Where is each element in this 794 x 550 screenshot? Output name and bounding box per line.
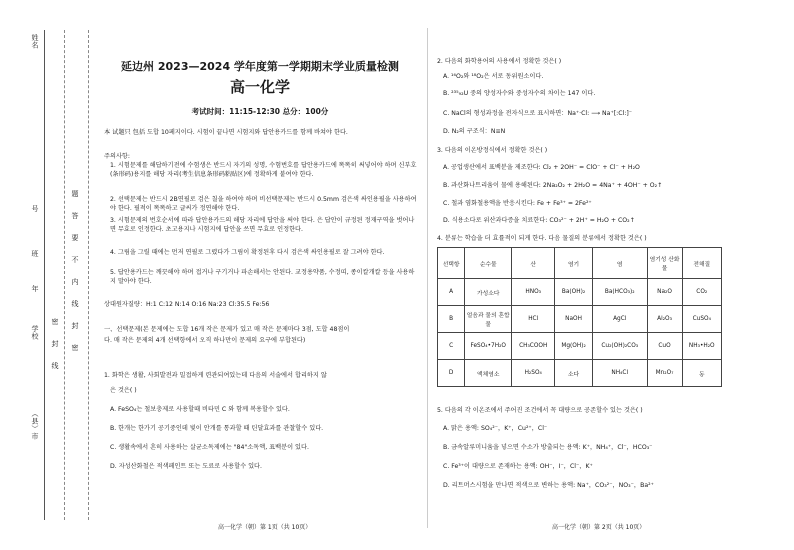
- table-cell: CO₂: [682, 279, 721, 306]
- q2-option-d: D. N₂의 구조식：N≡N: [443, 128, 506, 135]
- table-header-cell: 염: [592, 248, 647, 279]
- table-row: [438, 333, 722, 360]
- q1-option-b: B. 한개는 한가기 공기중인데 빛이 안개를 통과할 때 틴달효과를 관찰할수 있다.: [110, 425, 324, 432]
- seal-char: 题: [71, 190, 79, 198]
- subject-title: 高一化学: [229, 78, 290, 96]
- q5-option-a: A. 맑은 용액: SO₄²⁻，K⁺，Cu²⁺，Cl⁻: [443, 425, 548, 432]
- question-4: 4. 분류는 학습을 더 효률적이 되게 한다. 다음 물질의 분류에서 정확한 것은( ): [437, 235, 647, 242]
- intro-text: 本 试题只 包括 도합 10페지이다. 시험이 끝나면 시험지와 답안용카드를 함께 바쳐야 한다.: [104, 129, 348, 136]
- q2-option-c: C. NaCl의 형성과정을 전자식으로 표시하면：Na⁺·Cl: ⟶ Na⁺[:Cl:]⁻: [443, 110, 633, 117]
- table-row: [438, 279, 722, 306]
- table-cell: HNO₃: [512, 279, 555, 306]
- column-separator: [427, 28, 428, 528]
- notice-item: 2. 선택문제는 반드시 2B연필로 검은 칠을 하여야 하며 비선택문제는 반드시 0.5mm 검은색 싸인용필을 사용하여야 한다. 필적이 똑똑하고 글씨가 정연해야 한다.: [110, 196, 417, 213]
- seal-char: 答: [71, 212, 79, 220]
- city-label: （县）市: [31, 410, 39, 440]
- table-cell: CuSO₄: [682, 306, 721, 333]
- table-header-row: [438, 248, 722, 279]
- q3-option-c: C. 철과 염화철용액을 반응시킨다: Fe + Fe³⁺ = 2Fe²⁺: [443, 200, 592, 207]
- question-1: 1. 화학은 생활, 사회발전과 밀접하게 련관되여있는데 다음의 서술에서 합리하지 않: [104, 372, 327, 379]
- seal-char: 封: [51, 340, 59, 348]
- atomic-masses: 상대원자질량：H:1 C:12 N:14 O:16 Na:23 Cl:35.5 Fe:56: [104, 301, 270, 308]
- class-label: 班: [31, 250, 39, 258]
- table-cell: H₂SO₄: [512, 360, 555, 387]
- number-label: 号: [31, 205, 39, 213]
- binding-strip: [0, 0, 92, 550]
- q3-option-a: A. 공업생산에서 표백분을 제조한다: Cl₂ + 2OH⁻ = ClO⁻ + Cl⁻ + H₂O: [443, 164, 640, 171]
- seal-char: 内: [71, 278, 79, 286]
- binding-dashed-line-inner: [88, 30, 89, 520]
- table-header-cell: 염기: [555, 248, 593, 279]
- table-cell: NaOH: [555, 306, 593, 333]
- binding-dashed-line: [64, 30, 65, 520]
- time-and-score: 考试时间：11:15-12:30 总分：100分: [191, 107, 329, 116]
- table-cell: 가성소다: [465, 279, 512, 306]
- q5-option-d: D. 리트머스시험을 만나면 적색으로 변하는 용액: Na⁺，CO₃²⁻，NO₃⁻，Ba²⁺: [443, 482, 654, 489]
- table-cell: A: [438, 279, 465, 306]
- table-cell: Al₂O₃: [647, 306, 682, 333]
- binding-solid-line: [44, 30, 45, 520]
- notice-title: 주의사항:: [104, 153, 130, 160]
- page-footer-left: 高一化学（朝）第 1页（共 10页）: [218, 524, 312, 531]
- section1-heading-cont: 다. 매 작은 문제의 4개 선택항에서 오직 하나만이 문제의 요구에 부합된다): [104, 337, 306, 344]
- table-cell: Mg(OH)₂: [555, 333, 593, 360]
- table-cell: 소다: [555, 360, 593, 387]
- seal-char: 封: [71, 322, 79, 330]
- table-cell: B: [438, 306, 465, 333]
- section1-heading: 一、선택문제(본 문제에는 도합 16개 작은 문제가 있고 매 작은 문제마다 3점, 도합 48점이: [104, 326, 350, 333]
- table-cell: HCl: [512, 306, 555, 333]
- table-header-cell: 선택항: [438, 248, 465, 279]
- school-label: 学校: [31, 325, 39, 340]
- q2-option-b: B. ²³⁵₉₂U 중의 양성자수와 중성자수의 차이는 147 이다.: [443, 90, 596, 97]
- table-cell: D: [438, 360, 465, 387]
- classification-table: [437, 247, 722, 387]
- table-cell: Na₂O: [647, 279, 682, 306]
- seal-char: 线: [71, 300, 79, 308]
- notice-item: 4. 그림을 그릴 때에는 먼저 연필로 그렸다가 그림이 확정된후 다시 검은색 싸인용필로 잘 그려야 한다.: [110, 249, 385, 256]
- question-1-cont: 은 것은( ): [110, 387, 137, 394]
- table-header-cell: 산: [512, 248, 555, 279]
- seal-char: 线: [51, 362, 59, 370]
- q2-option-a: A. ¹⁶O₂와 ¹⁸O₂은 서로 동위원소이다.: [443, 73, 544, 80]
- table-header-cell: 전해질: [682, 248, 721, 279]
- exam-title: 延边州 2023—2024 学年度第一学期期末学业质量检测: [121, 60, 399, 73]
- table-cell: Ba(OH)₂: [555, 279, 593, 306]
- notice-item: 1. 시험문제를 해답하기전에 수험생은 반드시 자기의 성명, 수험번호를 답안용카드에 똑똑히 써넣어야 하며 신부호(条形码)용지를 해당 자리(考生信息条形码粘贴区)에 정확하게 붙여야 한다.: [110, 162, 417, 179]
- table-cell: AgCl: [592, 306, 647, 333]
- table-cell: 동: [682, 360, 721, 387]
- table-cell: CuO: [647, 333, 682, 360]
- table-cell: C: [438, 333, 465, 360]
- seal-char: 密: [51, 318, 59, 326]
- table-header-cell: 염기성 산화물: [647, 248, 682, 279]
- notice-item: 3. 시험문제의 번호순서에 따라 답안용카드의 해당 자리에 답안을 써야 한다. 은 답안이 규정된 정재구역을 벗어나면 무효로 인정한다. 초고용지나 시험지에 답안을 쓰면 무효로 인정한다.: [110, 217, 415, 234]
- table-cell: Cu₂(OH)₂CO₃: [592, 333, 647, 360]
- year-label: 年: [31, 285, 39, 293]
- seal-char: 密: [71, 344, 79, 352]
- table-cell: NH₄Cl: [592, 360, 647, 387]
- table-header-cell: 순수물: [465, 248, 512, 279]
- name-label: 姓名: [31, 34, 39, 49]
- q1-option-c: C. 생활속에서 흔히 사용하는 살균소독제에는 "84"소독액, 표백분이 있다.: [110, 444, 309, 451]
- seal-char: 要: [71, 234, 79, 242]
- question-5: 5. 다음의 각 이온조에서 주어진 조건에서 꼭 대량으로 공존할수 있는 것은( ): [437, 407, 643, 414]
- page-footer-right: 高一化学（朝）第 2页（共 10页）: [552, 524, 646, 531]
- table-cell: Ba(HCO₃)₂: [592, 279, 647, 306]
- table-cell: 액체염소: [465, 360, 512, 387]
- question-3: 3. 다음의 이온방정식에서 정확한 것은( ): [437, 147, 548, 154]
- table-row: [438, 306, 722, 333]
- notice-item: 5. 답안용카드는 깨끗해야 하며 접거나 구기거나 파손해서는 안된다. 교정용약품, 수정띠, 종이칼개칼 등을 사용하지 말아야 한다.: [110, 269, 415, 286]
- q5-option-b: B. 금속알루미니움을 넣으면 수소가 방출되는 용액: K⁺，NH₄⁺，Cl⁻，HCO₃⁻: [443, 444, 653, 451]
- q5-option-c: C. Fe³⁺이 대량으로 존재하는 용액: OH⁻，I⁻，Cl⁻，K⁺: [443, 463, 593, 470]
- q1-option-d: D. 자성산화철은 적색페인트 또는 도료로 사용할수 있다.: [110, 463, 262, 470]
- table-cell: FeSO₄•7H₂O: [465, 333, 512, 360]
- question-2: 2. 다음의 화학용어의 사용에서 정확한 것은( ): [437, 58, 562, 65]
- table-cell: NH₃•H₂O: [682, 333, 721, 360]
- q1-option-a: A. FeSO₄는 철보충제로 사용할때 비타민 C 와 함께 복용할수 있다.: [110, 406, 290, 413]
- seal-char: 不: [71, 256, 79, 264]
- table-row: [438, 360, 722, 387]
- table-cell: Mn₂O₇: [647, 360, 682, 387]
- q3-option-d: D. 식용소다로 위산과다증을 치료한다: CO₃²⁻ + 2H⁺ = H₂O + CO₂↑: [443, 217, 635, 224]
- q3-option-b: B. 과산화나트리움이 물에 용해된다: 2Na₂O₂ + 2H₂O = 4Na⁺ + 4OH⁻ + O₂↑: [443, 182, 663, 189]
- table-cell: 얼음과 물의 혼합물: [465, 306, 512, 333]
- table-cell: CH₃COOH: [512, 333, 555, 360]
